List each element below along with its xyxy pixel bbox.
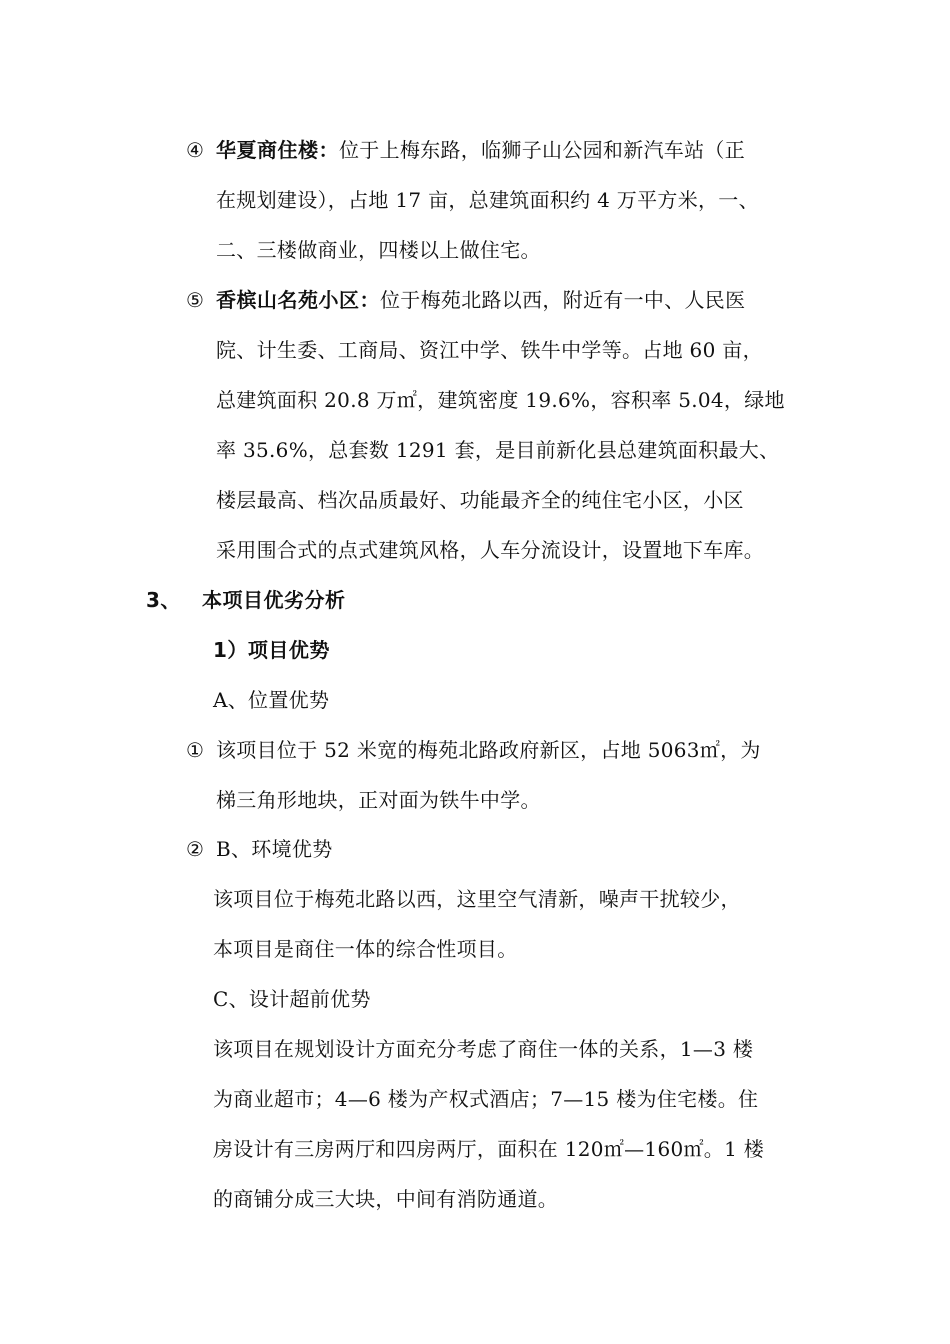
part-c-line-1: 该项目在规划设计方面充分考虑了商住一体的关系，1—3 楼: [213, 1037, 754, 1061]
circled-number-1: ①: [186, 738, 205, 762]
item-4-line-2: 在规划建设），占地 17 亩，总建筑面积约 4 万平方米，一、: [216, 188, 759, 212]
item-5-line-5: 楼层最高、档次品质最好、功能最齐全的纯住宅小区，小区: [216, 488, 744, 512]
circled-number-2: ②: [186, 837, 205, 861]
item-5-line-4: 率 35.6%，总套数 1291 套，是目前新化县总建筑面积最大、: [216, 438, 780, 462]
item-5-line-1: [186, 286, 745, 314]
item-5-text-1: 位于梅苑北路以西，附近有一中、人民医: [380, 288, 746, 312]
item-4-title: 华夏商住楼：: [216, 138, 339, 162]
part-c-line-3: 房设计有三房两厅和四房两厅，面积在 120㎡—160㎡。1 楼: [213, 1137, 765, 1161]
item-5-line-2: 院、计生委、工商局、资江中学、铁牛中学等。占地 60 亩，: [216, 338, 763, 362]
section-3-heading: [146, 586, 346, 614]
section-3-title: 本项目优劣分析: [202, 588, 346, 612]
part-a-line-2: 梯三角形地块，正对面为铁牛中学。: [216, 788, 541, 812]
item-5-line-6: 采用围合式的点式建筑风格，人车分流设计，设置地下车库。: [216, 538, 765, 562]
part-a-text-1: 该项目位于 52 米宽的梅苑北路政府新区，占地 5063㎡，为: [216, 738, 761, 762]
item-4-line-3: 二、三楼做商业，四楼以上做住宅。: [216, 238, 541, 262]
part-c-heading: C、设计超前优势: [213, 987, 371, 1011]
circled-number-5: ⑤: [186, 288, 205, 312]
subsection-1-heading: 1）项目优势: [213, 638, 330, 662]
item-5-title: 香槟山名苑小区：: [216, 288, 380, 312]
section-3-number: 3、: [146, 588, 181, 612]
part-a-line-1: [186, 736, 761, 764]
part-b-line-2: 本项目是商住一体的综合性项目。: [213, 937, 518, 961]
item-4-text-1: 位于上梅东路，临狮子山公园和新汽车站（正: [339, 138, 745, 162]
part-c-line-4: 的商铺分成三大块，中间有消防通道。: [213, 1187, 559, 1211]
part-b-line-1: 该项目位于梅苑北路以西，这里空气清新，噪声干扰较少，: [213, 887, 741, 911]
item-5-line-3: 总建筑面积 20.8 万㎡，建筑密度 19.6%，容积率 5.04，绿地: [216, 388, 785, 412]
part-b-heading: B、环境优势: [216, 837, 333, 861]
item-4-line-1: [186, 136, 745, 164]
circled-number-4: ④: [186, 138, 205, 162]
part-a-heading: A、位置优势: [213, 688, 330, 712]
part-b-heading-line: [186, 835, 333, 863]
part-c-line-2: 为商业超市；4—6 楼为产权式酒店；7—15 楼为住宅楼。住: [213, 1087, 759, 1111]
